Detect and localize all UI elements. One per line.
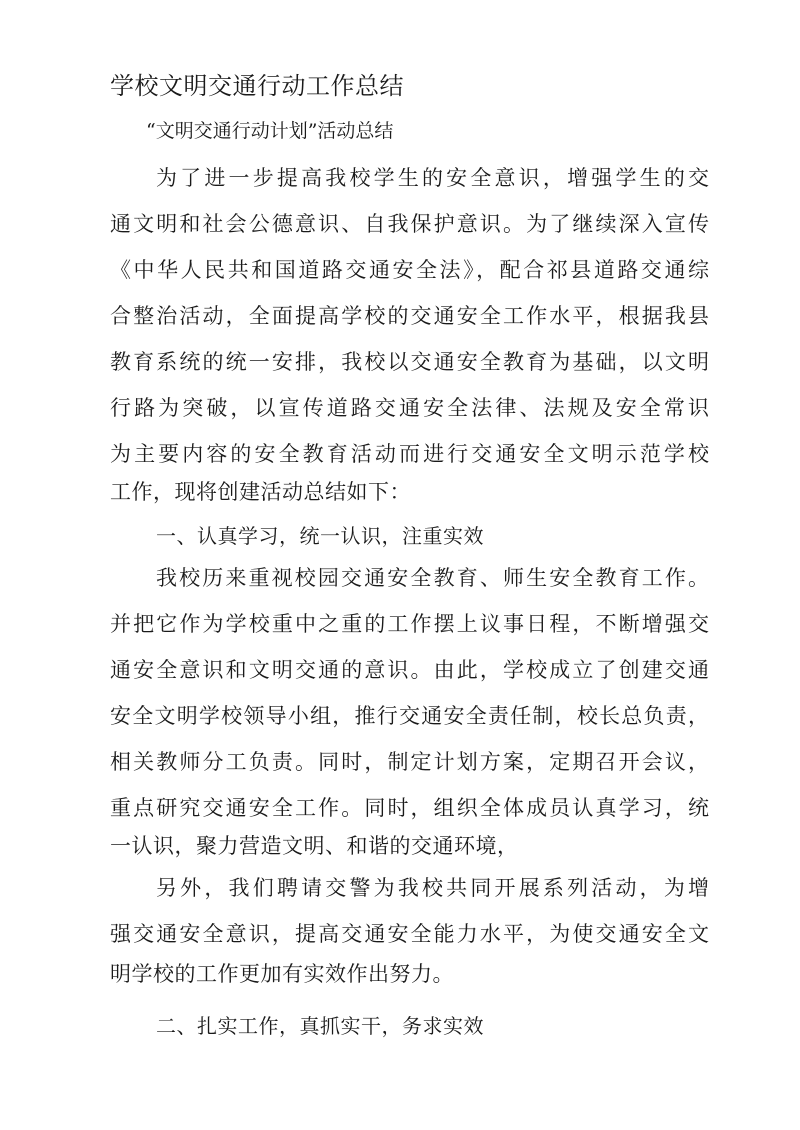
paragraph-3-line: 另外，我们聘请交警为我校共同开展系列活动，为增: [156, 876, 710, 900]
paragraph-3-line: 明学校的工作更加有实效作出努力。: [110, 962, 454, 986]
section-heading-2: 二、扎实工作，真抓实干，务求实效: [156, 1014, 484, 1038]
paragraph-1-line: 为主要内容的安全教育活动而进行交通安全文明示范学校: [110, 442, 710, 466]
paragraph-1-line: 《中华人民共和国道路交通安全法》，配合祁县道路交通综: [110, 258, 710, 282]
paragraph-1-line: 行路为突破，以宣传道路交通安全法律、法规及安全常识: [110, 396, 710, 420]
paragraph-2-line: 一认识，聚力营造文明、和谐的交通环境，: [110, 834, 519, 858]
document-title: 学校文明交通行动工作总结: [110, 72, 404, 100]
paragraph-1-line: 通文明和社会公德意识、自我保护意识。为了继续深入宣传: [110, 212, 710, 236]
paragraph-2-line: 通安全意识和文明交通的意识。由此，学校成立了创建交通: [110, 658, 710, 682]
paragraph-3-line: 强交通安全意识，提高交通安全能力水平，为使交通安全文: [110, 922, 710, 946]
section-heading-1: 一、认真学习，统一认识，注重实效: [156, 524, 484, 548]
paragraph-1-line: 工作，现将创建活动总结如下：: [110, 480, 411, 504]
paragraph-2-line: 安全文明学校领导小组，推行交通安全责任制，校长总负责，: [110, 704, 710, 728]
paragraph-2-line: 相关教师分工负责。同时，制定计划方案，定期召开会议，: [110, 750, 710, 774]
paragraph-2-line: 重点研究交通安全工作。同时，组织全体成员认真学习，统: [110, 796, 710, 820]
paragraph-2-line: 并把它作为学校重中之重的工作摆上议事日程，不断增强交: [110, 612, 710, 636]
paragraph-1-line: 教育系统的统一安排，我校以交通安全教育为基础，以文明: [110, 350, 710, 374]
paragraph-1-line: 合整治活动，全面提高学校的交通安全工作水平，根据我县: [110, 304, 710, 328]
document-subtitle: “文明交通行动计划”活动总结: [146, 120, 394, 142]
paragraph-2-line: 我校历来重视校园交通安全教育、师生安全教育工作。: [156, 566, 710, 590]
paragraph-1-line: 为了进一步提高我校学生的安全意识，增强学生的交: [156, 166, 710, 190]
